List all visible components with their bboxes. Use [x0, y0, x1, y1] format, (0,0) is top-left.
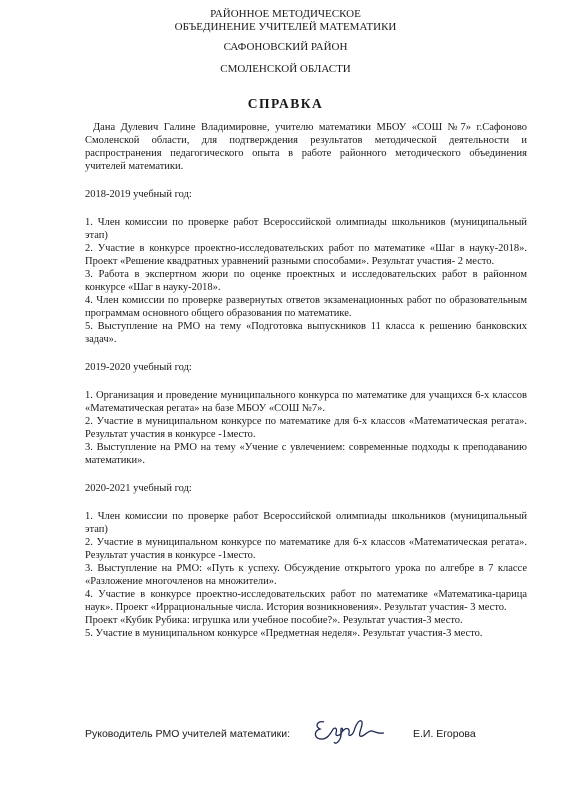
- header-line-3: САФОНОВСКИЙ РАЙОН: [223, 41, 348, 53]
- year-list-2019: [85, 389, 527, 467]
- header-line-2: ОБЪЕДИНЕНИЕ УЧИТЕЛЕЙ МАТЕМАТИКИ: [174, 21, 397, 33]
- list-item: 4. Участие в конкурсе проектно-исследовательских работ по математике «Математика-царица наук». Проект «Иррациональные числа. История возникновения». Результат участия- 3 место.: [85, 589, 527, 613]
- list-item: 4. Член комиссии по проверке развернутых ответов экзаменационных работ по образовательным программам основного общего образования по математике.: [85, 295, 527, 319]
- header-line-1: РАЙОННОЕ МЕТОДИЧЕСКОЕ: [210, 8, 361, 20]
- document-body: [85, 121, 527, 640]
- organization-header: [0, 0, 571, 76]
- list-item: 1. Член комиссии по проверке работ Всероссийской олимпиады школьников (муниципальный этап): [85, 511, 527, 535]
- list-item: 2. Участие в муниципальном конкурсе по математике для 6-х классов «Математическая регата». Результат участия в конкурсе -1место.: [85, 537, 527, 561]
- intro-paragraph: Дана Дулевич Галине Владимировне, учителю математики МБОУ «СОШ №7» г.Сафоново Смоленской области, для подтверждения результатов методической деятельности и распространения педагогического опыта в работе районного методического объединения учителей математики.: [85, 122, 527, 172]
- year-list-2020: [85, 510, 527, 640]
- signatory-title: Руководитель РМО учителей математики:: [85, 728, 291, 740]
- header-line-4: СМОЛЕНСКОЙ ОБЛАСТИ: [220, 63, 351, 75]
- list-item: 2. Участие в муниципальном конкурсе по математике для 6-х классов «Математическая регата». Результат участия в конкурсе -1место.: [85, 416, 527, 440]
- list-item: 3. Выступление на РМО: «Путь к успеху. Обсуждение открытого урока по алгебре в 7 классе «Разложение многочленов на множители».: [85, 563, 527, 587]
- year-heading-2020: 2020-2021 учебный год:: [85, 483, 192, 494]
- signature-block: [85, 728, 527, 740]
- year-list-2018: [85, 216, 527, 346]
- list-item: 3. Выступление на РМО на тему «Учение с увлечением: современные подходы к преподаванию математики».: [85, 442, 527, 466]
- list-item: 1. Организация и проведение муниципального конкурса по математике для учащихся 6-х классов «Математическая регата» на базе МБОУ «СОШ №7».: [85, 390, 527, 414]
- list-item: 5. Участие в муниципальном конкурсе «Предметная неделя». Результат участия-3 место.: [85, 628, 483, 639]
- list-item: 1. Член комиссии по проверке работ Всероссийской олимпиады школьников (муниципальный этап): [85, 217, 527, 241]
- list-item: 3. Работа в экспертном жюри по оценке проектных и исследовательских работ в районном конкурсе «Шаг в науку-2018».: [85, 269, 527, 293]
- list-item: Проект «Кубик Рубика: игрушка или учебное пособие?». Результат участия-3 место.: [85, 615, 463, 626]
- list-item: 2. Участие в конкурсе проектно-исследовательских работ по математике «Шаг в науку-2018». Проект «Решение квадратных уравнений разными способами». Результат участия- 2 место.: [85, 243, 527, 267]
- signatory-name: Е.И. Егорова: [413, 728, 476, 740]
- list-item: 5. Выступление на РМО на тему «Подготовка выпускников 11 класса к решению банковских задач».: [85, 321, 527, 345]
- document-title: СПРАВКА: [247, 96, 324, 111]
- year-heading-2018: 2018-2019 учебный год:: [85, 189, 192, 200]
- year-heading-2019: 2019-2020 учебный год:: [85, 362, 192, 373]
